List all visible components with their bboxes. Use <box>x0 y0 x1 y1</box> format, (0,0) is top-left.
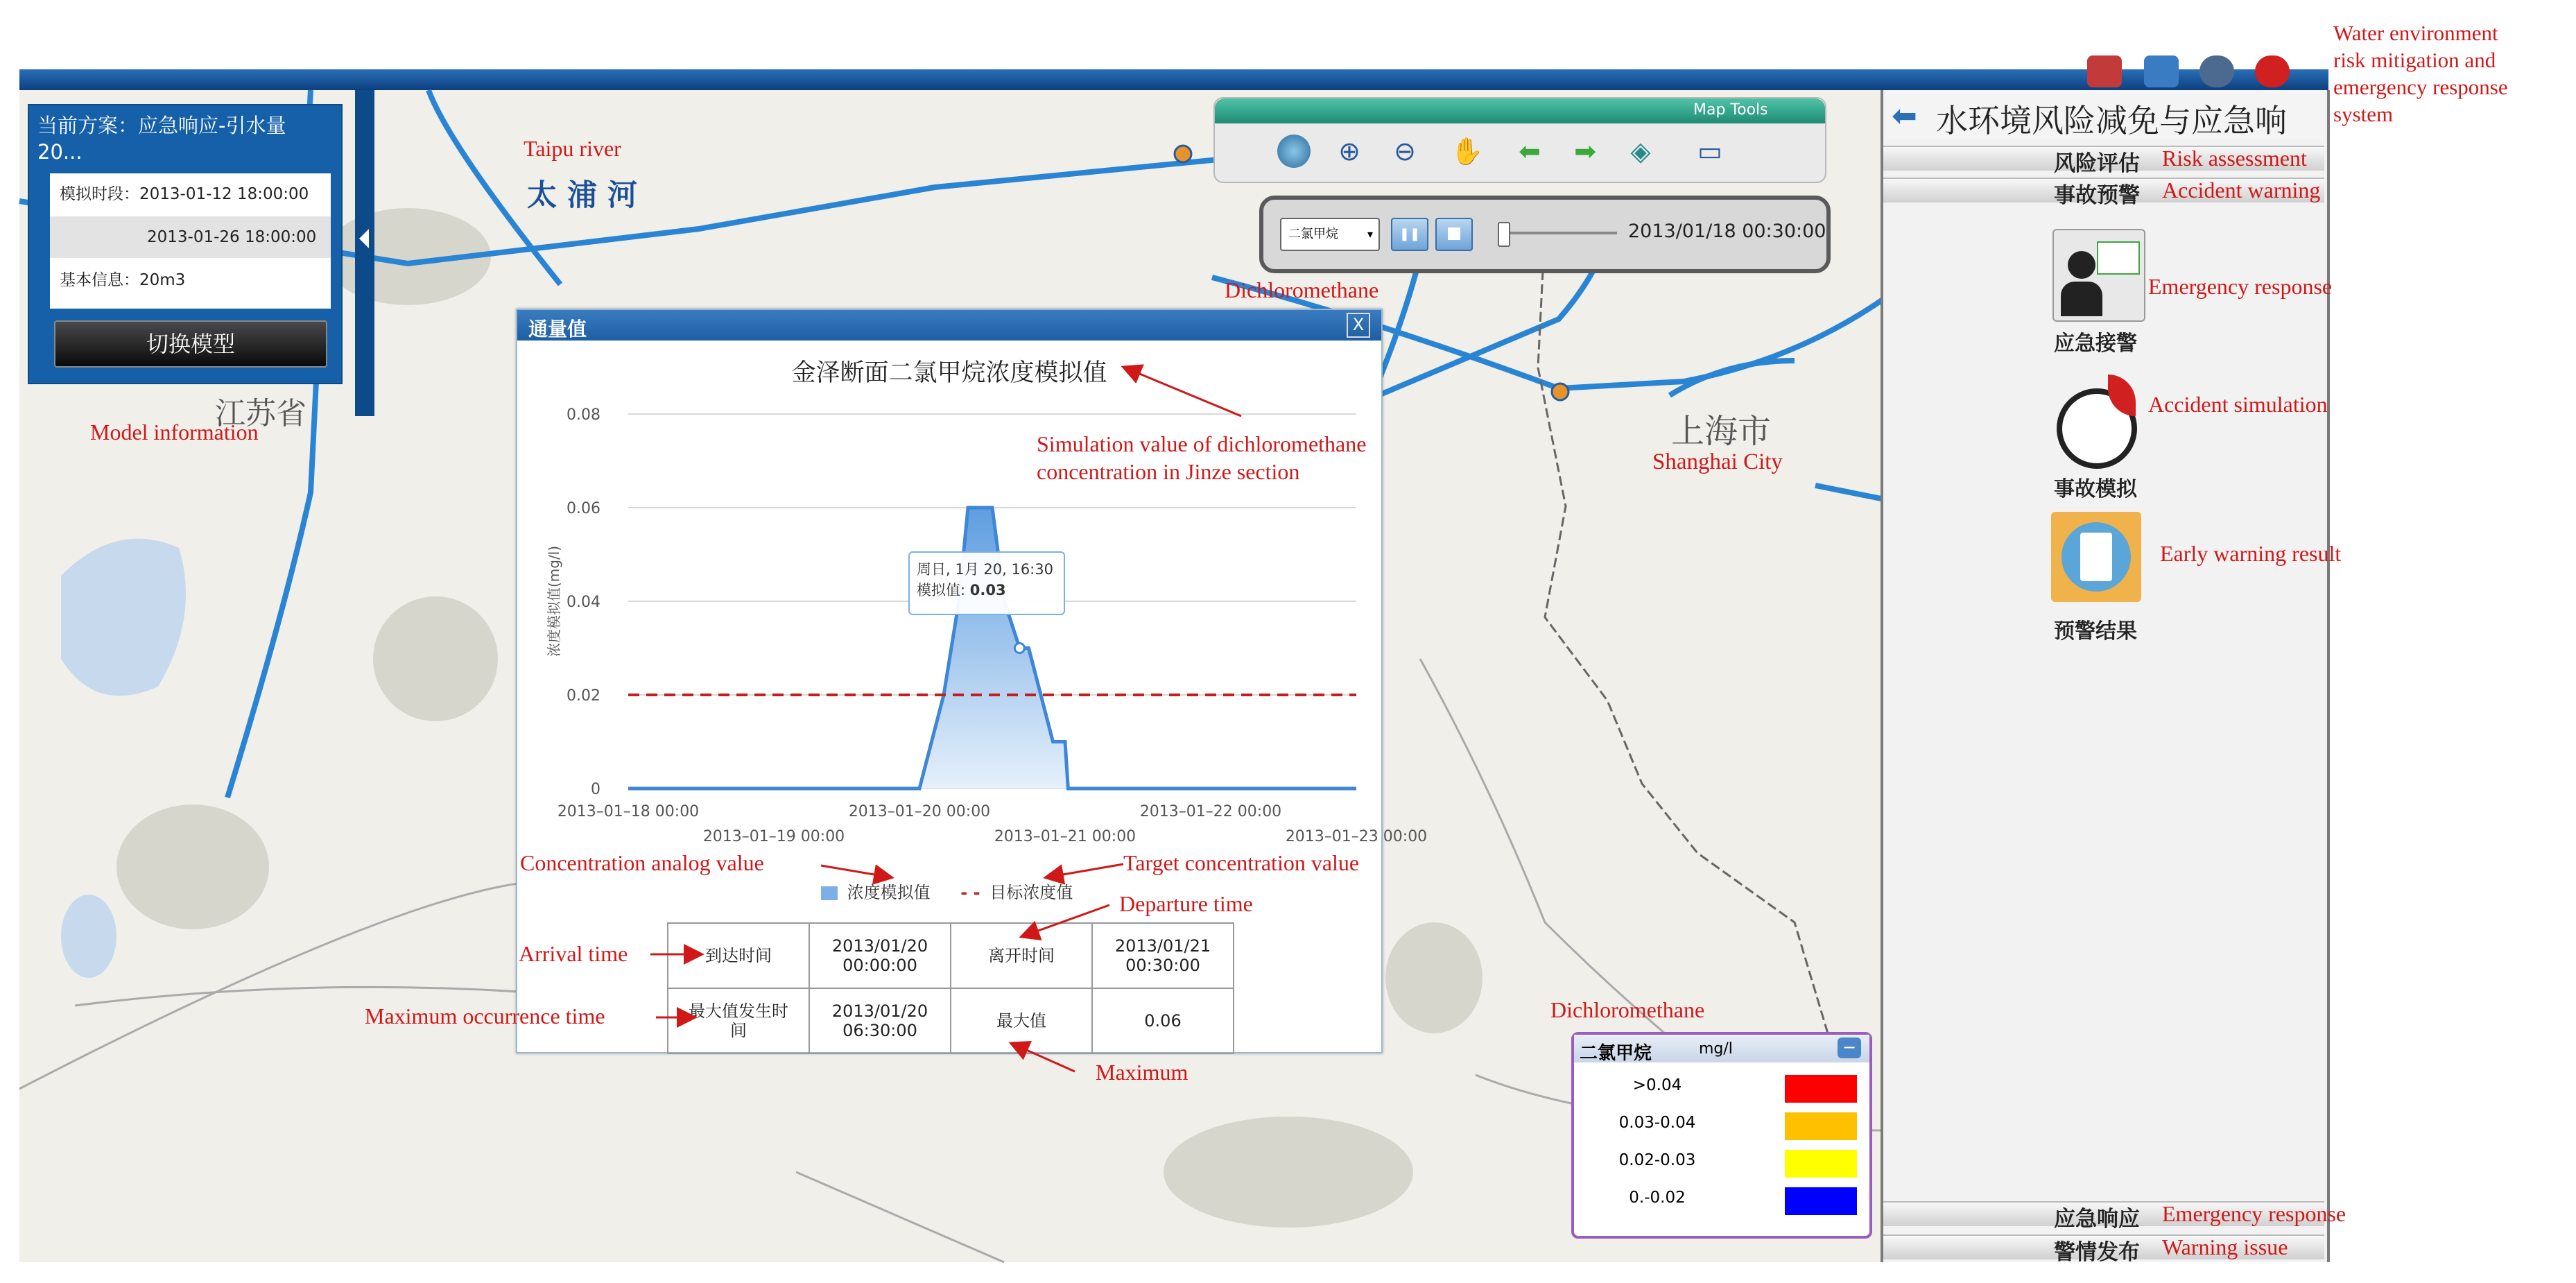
annotation-line: risk mitigation and <box>2333 48 2496 72</box>
maximum-annotation: Maximum <box>1096 1060 1188 1085</box>
simulation-annotation-line-2: concentration in Jinze section <box>1037 459 1300 484</box>
accident-simulation-en-annotation: Accident simulation <box>2148 392 2328 417</box>
emergency-call-icon[interactable] <box>2052 229 2145 322</box>
legend-dash-swatch: - - <box>960 883 980 902</box>
pause-icon: ❚❚ <box>1399 227 1421 241</box>
zoom-in-icon[interactable]: ⊕ <box>1338 136 1360 166</box>
pollutant-select-value: 二氯甲烷 <box>1288 227 1338 241</box>
legend-row-label: >0.04 <box>1632 1076 1682 1094</box>
chevron-down-icon: ▾ <box>1367 227 1373 241</box>
risk-assessment-en: Risk assessment <box>2162 146 2307 171</box>
max-time-label-2: 间 <box>730 1021 747 1040</box>
back-arrow-icon[interactable]: ⬅ <box>1519 136 1541 166</box>
early-warning-result-en-annotation: Early warning result <box>2160 541 2342 566</box>
legend-swatch-orange <box>1785 1112 1857 1140</box>
departure-date: 2013/01/21 <box>1114 936 1211 956</box>
taipu-river-cn-label: 太 浦 河 <box>527 178 637 213</box>
dichloromethane-map-annotation: Dichloromethane <box>1225 277 1379 302</box>
taipu-river-en-label: Taipu river <box>524 136 621 161</box>
zoom-out-icon[interactable]: ⊖ <box>1394 136 1416 166</box>
tooltip-value: 0.03 <box>969 582 1006 599</box>
max-time-date: 2013/01/20 <box>831 1001 928 1021</box>
arrow-maximum <box>1012 1044 1075 1071</box>
accident-warning-cn: 事故预警 <box>2054 183 2140 208</box>
legend-row <box>1574 1108 1869 1143</box>
early-warning-result-icon[interactable] <box>2051 512 2141 602</box>
legend-row <box>1574 1146 1869 1180</box>
legend-title: 二氯甲烷 <box>1580 1043 1652 1064</box>
departure-label: 离开时间 <box>951 923 1092 988</box>
forward-arrow-icon[interactable]: ➡ <box>1574 136 1596 166</box>
legend-dash-label: 目标浓度值 <box>989 883 1073 902</box>
y-tick-label: 0.06 <box>567 500 600 517</box>
legend-collapse-button[interactable]: − <box>1838 1037 1861 1058</box>
layers-icon[interactable]: ◈ <box>1630 136 1651 166</box>
conc-analog-annotation: Concentration analog value <box>520 850 764 875</box>
legend-swatch-yellow <box>1785 1150 1857 1178</box>
max-label: 最大值 <box>951 988 1092 1053</box>
tooltip-date: 周日, 1月 20, 16:30 <box>917 561 1053 578</box>
close-button[interactable]: X <box>1347 313 1370 338</box>
plan-line-2: 20... <box>37 140 83 164</box>
max-occurrence-annotation: Maximum occurrence time <box>365 1004 605 1028</box>
legend-row <box>1574 1071 1869 1105</box>
accident-warning-en: Accident warning <box>2162 178 2321 203</box>
legend-row-label: 0.-0.02 <box>1629 1189 1686 1207</box>
back-arrow-icon[interactable]: ⬅ <box>1892 98 1917 134</box>
emergency-response-en: Emergency response <box>2162 1201 2346 1226</box>
map-tools-title: Map Tools <box>1693 101 1768 119</box>
simulation-annotation <box>1037 430 1366 485</box>
arrow-conc <box>821 866 890 877</box>
shanghai-en-label: Shanghai City <box>1652 449 1783 474</box>
dialog-title: 通量值 <box>528 318 587 341</box>
warning-issue-cn: 警情发布 <box>2054 1240 2140 1265</box>
y-axis-label: 浓度模拟值(mg/l) <box>546 545 562 657</box>
pan-hand-icon[interactable]: ✋ <box>1451 136 1484 166</box>
chart-title: 金泽断面二氯甲烷浓度模拟值 <box>791 359 1107 387</box>
y-tick-label: 0.02 <box>567 687 600 705</box>
legend-row-label: 0.02-0.03 <box>1618 1151 1696 1169</box>
y-tick-label: 0.04 <box>567 594 600 611</box>
legend-swatch-blue <box>1785 1187 1857 1215</box>
arrival-annotation: Arrival time <box>519 941 628 966</box>
presentation-board <box>2097 241 2140 275</box>
basic-info-value: 基本信息：20m3 <box>60 271 186 289</box>
right-panel-header <box>1886 90 2324 139</box>
emergency-response-en-annotation: Emergency response <box>2148 274 2333 299</box>
plan-line-1: 当前方案：应急响应-引水量 <box>37 114 286 137</box>
x-tick-label: 2013–01–20 00:00 <box>848 803 991 820</box>
right-panel-title: 水环境风险减免与应急响 <box>1936 102 2287 139</box>
x-tick-label: 2013–01–23 00:00 <box>1285 828 1428 845</box>
model-information-annotation: Model information <box>90 420 259 445</box>
legend-swatch-red <box>1785 1075 1857 1103</box>
arrival-time: 00:00:00 <box>842 956 917 975</box>
dichloromethane-legend-annotation: Dichloromethane <box>1550 997 1705 1022</box>
concentration-legend <box>1571 1032 1872 1239</box>
emergency-response-cn: 应急响应 <box>2054 1207 2140 1232</box>
x-tick-label: 2013–01–21 00:00 <box>994 828 1136 845</box>
annotation-line: system <box>2333 102 2394 126</box>
max-time-time: 06:30:00 <box>842 1021 917 1040</box>
legend-row-label: 0.03-0.04 <box>1618 1114 1696 1132</box>
max-value: 0.06 <box>1092 988 1234 1053</box>
playback-timestamp: 2013/01/18 00:30:00 <box>1628 221 1826 242</box>
sim-period-label: 模拟时段： <box>60 185 139 203</box>
legend-row <box>1574 1183 1869 1218</box>
arrival-label: 到达时间 <box>668 923 809 988</box>
departure-time: 00:30:00 <box>1125 956 1200 975</box>
warning-issue-en: Warning issue <box>2162 1234 2288 1259</box>
x-tick-label: 2013–01–22 00:00 <box>1139 803 1282 820</box>
legend-unit: mg/l <box>1699 1040 1733 1058</box>
sim-start-value: 2013-01-12 18:00:00 <box>139 185 309 203</box>
annotation-line: Water environment <box>2333 21 2498 45</box>
arrow-sim <box>1125 368 1241 416</box>
switch-model-button[interactable]: 切换模型 <box>54 320 327 368</box>
y-tick-label: 0.08 <box>567 406 600 424</box>
accident-simulation-label: 事故模拟 <box>2054 477 2137 501</box>
accident-simulation-icon[interactable] <box>2052 374 2143 465</box>
result-clipboard <box>2080 533 2112 581</box>
departure-annotation: Departure time <box>1119 891 1253 916</box>
sim-end-value: 2013-01-26 18:00:00 <box>147 228 317 246</box>
x-tick-label: 2013–01–19 00:00 <box>702 828 845 845</box>
person-body <box>2061 282 2102 316</box>
x-tick-label: 2013–01–18 00:00 <box>557 803 700 820</box>
legend-area-label: 浓度模拟值 <box>847 883 931 902</box>
tooltip-label: 模拟值: <box>917 582 970 599</box>
arrival-date: 2013/01/20 <box>831 936 928 956</box>
person-silhouette <box>2068 251 2095 279</box>
shanghai-cn-label: 上海市 <box>1671 412 1772 451</box>
simulation-annotation-line-1: Simulation value of dichloromethane <box>1037 431 1367 456</box>
annotation-line: emergency response <box>2333 75 2508 99</box>
early-warning-result-label: 预警结果 <box>2054 619 2137 644</box>
legend-header <box>1574 1035 1869 1062</box>
monitor-icon[interactable]: ▭ <box>1697 136 1722 166</box>
province-label: 江苏省 <box>215 396 306 431</box>
target-conc-annotation: Target concentration value <box>1123 850 1360 875</box>
risk-assessment-cn: 风险评估 <box>2054 151 2140 176</box>
arrow-departure <box>1023 905 1109 936</box>
y-tick-label: 0 <box>591 781 600 798</box>
max-time-label-1: 最大值发生时 <box>689 1001 788 1021</box>
emergency-call-label: 应急接警 <box>2054 331 2137 356</box>
arrow-target <box>1047 864 1123 877</box>
